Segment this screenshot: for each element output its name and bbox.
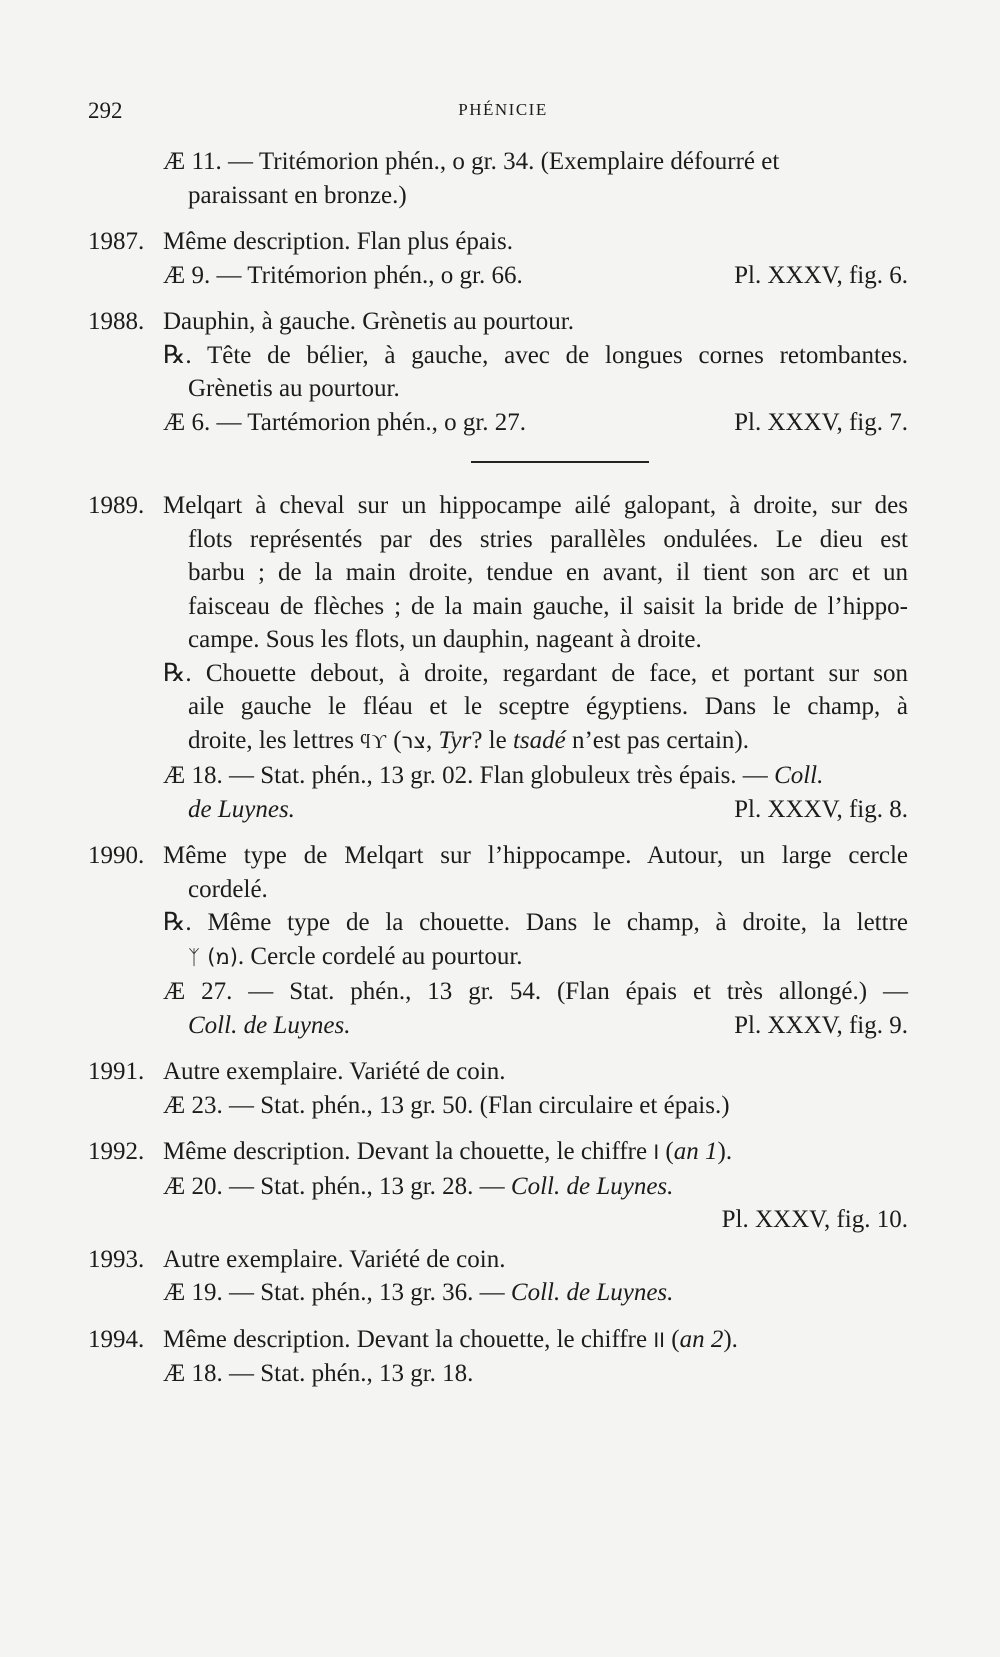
entry-number: 1990. [88, 842, 145, 869]
entry-line: barbu ; de la main droite, tendue en avant, il tient son arc et un [188, 559, 908, 586]
entry-line: Même description. Flan plus épais. [163, 228, 513, 255]
entry-line: Æ 11. — Tritémorion phén., o gr. 34. (Exemplaire défourré et [163, 148, 780, 175]
entry-number: 1987. [88, 228, 145, 255]
entry-line: ℞. Chouette debout, à droite, regardant de face, et portant sur son [163, 659, 908, 687]
collection-reference: Coll. [774, 762, 824, 789]
entry-line: Dauphin, à gauche. Grènetis au pourtour. [163, 308, 574, 335]
catalogue-entry-1990 [88, 839, 908, 1042]
plate-reference: Pl. XXXV, fig. 6. [734, 261, 908, 289]
entry-line [88, 1276, 908, 1310]
entry-line: aile gauche le fléau et le sceptre égyptiens. Dans le champ, à [188, 693, 908, 720]
catalogue-entry-1992: 1992. Même description. Devant la chouette, le chiffre I (an 1). Æ 20. — Stat. phén., 13 gr. 28. — Coll. de Luynes. Pl. XXXV, fig. 10. [88, 1135, 908, 1237]
hebrew-letter: (מ) [207, 944, 238, 969]
entry-number: 1988. [88, 308, 145, 335]
entry-line: ᛉ (מ). Cercle cordelé au pourtour. [188, 942, 523, 970]
plate-reference: Pl. XXXV, fig. 9. [734, 1011, 908, 1039]
running-title: PHÉNICIE [458, 100, 548, 119]
plate-reference: Pl. XXXV, fig. 7. [734, 408, 908, 436]
coin-metrics: Æ 19. — Stat. phén., 13 gr. 36. — [163, 1279, 511, 1306]
coin-metrics: Æ 18. — Stat. phén., 13 gr. 18. [163, 1360, 474, 1387]
entry-line: ℞. Même type de la chouette. Dans le champ, à droite, la lettre [163, 909, 908, 936]
entry-line [88, 1170, 908, 1204]
entry-line: campe. Sous les flots, un dauphin, nageant à droite. [188, 626, 702, 653]
entry-line: ℞. Tête de bélier, à gauche, avec de longues cornes retombantes. [163, 341, 908, 369]
entry-line: paraissant en bronze.) [188, 181, 407, 209]
coin-metrics: Æ 6. — Tartémorion phén., o gr. 27. [163, 408, 527, 436]
entry-line: cordelé. [188, 875, 268, 903]
coin-metrics: Æ 9. — Tritémorion phén., o gr. 66. [163, 261, 523, 289]
collection-reference: Coll. de Luynes. [510, 1172, 674, 1200]
entry-line [88, 406, 908, 440]
catalogue-entry-1991 [88, 1055, 908, 1122]
entry-line: Autre exemplaire. Variété de coin. [163, 1245, 506, 1273]
entry-line: Même type de Melqart sur l’hippocampe. Autour, un large cercle [163, 842, 908, 869]
page-number: 292 [88, 98, 123, 123]
catalogue-entry-1994: 1994. Même description. Devant la chouette, le chiffre II (an 2). Æ 18. — Stat. phén., 13 gr. 18. [88, 1323, 908, 1391]
collection-reference: Coll. de Luynes. [188, 1011, 351, 1039]
collection-reference: Coll. de Luynes. [510, 1279, 674, 1306]
entry-line [88, 793, 908, 827]
entry-line: droite, les lettres ϥϒ (צר, Tyr? le tsadé n’est pas certain). [188, 726, 749, 754]
catalogue-entry-1993 [88, 1243, 908, 1310]
year-figure: II [653, 1328, 665, 1352]
entry-number: 1994. [88, 1325, 145, 1353]
coin-metrics: Æ 20. — Stat. phén., 13 gr. 28. — [163, 1172, 511, 1200]
page-header [88, 98, 918, 132]
entry-line: Grènetis au pourtour. [188, 375, 400, 402]
collection-reference: de Luynes. [188, 795, 295, 823]
section-divider [471, 461, 649, 463]
coin-metrics: Æ 23. — Stat. phén., 13 gr. 50. (Flan circulaire et épais.) [163, 1091, 730, 1119]
hebrew-letters: צר [401, 728, 426, 753]
entry-line [88, 1009, 908, 1043]
entry-number: 1989. [88, 492, 145, 519]
entry-line [88, 759, 908, 793]
plate-reference: Pl. XXXV, fig. 10. [721, 1206, 908, 1233]
phoenician-letter: ᛉ [188, 946, 201, 969]
entry-number: 1993. [88, 1245, 145, 1273]
catalogue-text [88, 145, 908, 1404]
entry-line: faisceau de flèches ; de la main gauche, il saisit la bride de l’hippo- [188, 592, 908, 620]
plate-reference: Pl. XXXV, fig. 8. [734, 795, 908, 823]
entry-line: Melqart à cheval sur un hippocampe ailé galopant, à droite, sur des [163, 492, 908, 519]
coin-metrics: Æ 18. — Stat. phén., 13 gr. 02. Flan globuleux très épais. — [163, 762, 775, 789]
entry-number: 1991. [88, 1058, 145, 1085]
entry-line: Autre exemplaire. Variété de coin. [163, 1058, 506, 1085]
coin-metrics: Æ 27. — Stat. phén., 13 gr. 54. (Flan épais et très allongé.) — [163, 978, 908, 1005]
year-figure: I [653, 1141, 660, 1164]
entry-line [88, 259, 908, 293]
entry-number: 1992. [88, 1138, 145, 1165]
phoenician-letters: ϥϒ [360, 730, 388, 753]
catalogue-entry-1987 [88, 225, 908, 292]
catalogue-entry-1988 [88, 305, 908, 439]
entry-line: flots représentés par des stries parallèles ondulées. Le dieu est [188, 525, 908, 553]
catalogue-entry-1986-continued [88, 145, 908, 212]
catalogue-entry-1989 [88, 489, 908, 826]
